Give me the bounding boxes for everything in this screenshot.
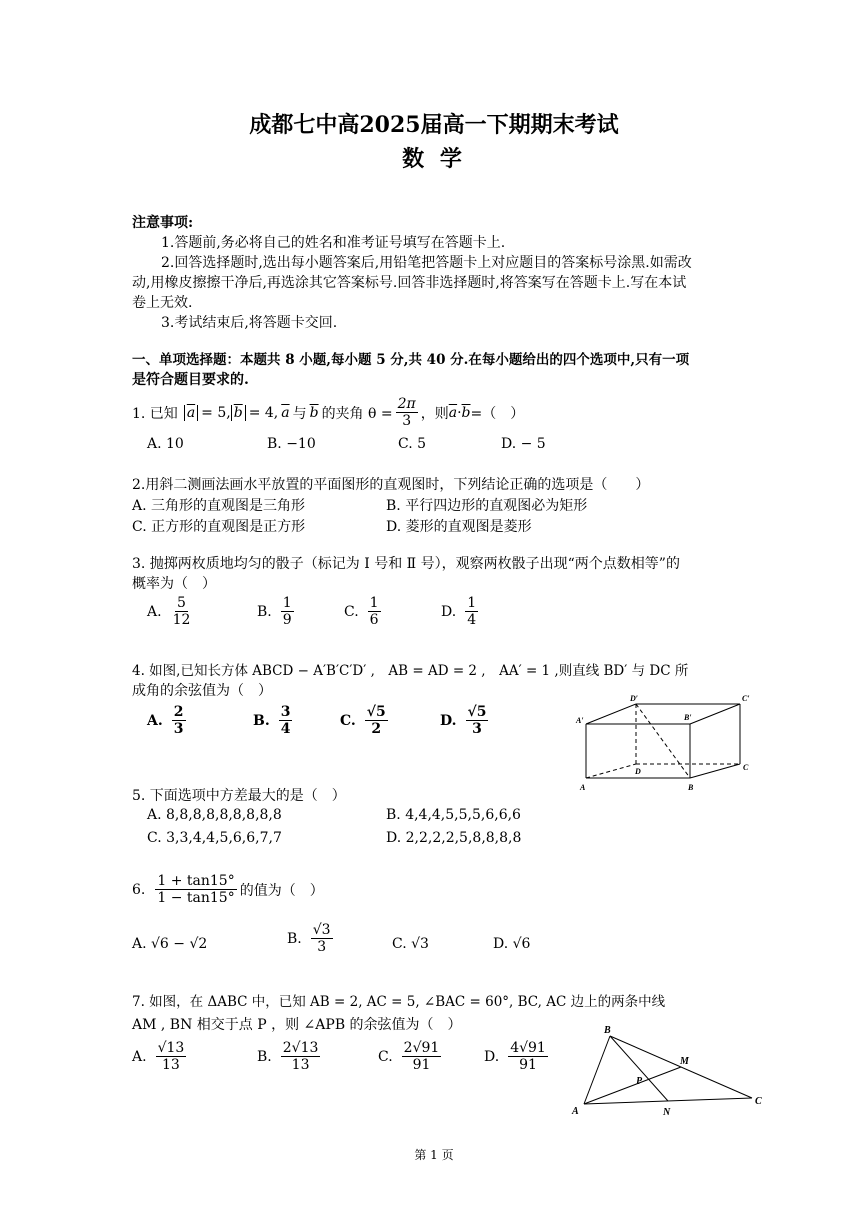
q2-option-a: A. 三角形的直观图是三角形 (132, 498, 306, 514)
label-p: P (636, 1076, 643, 1087)
q7-option-d: D. $\frac{4√91}{91}$ (484, 1040, 546, 1074)
label-a: A (580, 783, 586, 792)
label-a-vertex: A (572, 1106, 579, 1117)
question-7-stem-cont: AM , BN 相交于点 P ，则 ∠APB 的余弦值为（ ） (132, 1017, 462, 1033)
subject-title: 数 学 (402, 146, 466, 172)
question-5-stem: 5. 下面选项中方差最大的是（ ） (132, 788, 346, 804)
q1-option-a: A. 10 (147, 436, 184, 452)
label-d-prime: D′ (630, 694, 639, 703)
q4-option-d: D. $\frac{√5}{3}$ (440, 704, 487, 738)
page-number: 第 1 页 (414, 1148, 454, 1162)
cuboid-figure (572, 690, 762, 798)
notice-item-2-end: 卷上无效. (132, 295, 193, 311)
q5-option-d: D. 2,2,2,2,5,8,8,8,8 (386, 830, 522, 846)
q3-option-d: D. $\frac{1}{4}$ (441, 595, 477, 629)
q7-option-a: A. $\frac{√13}{13}$ (132, 1040, 185, 1074)
label-n: N (663, 1107, 671, 1118)
q4-option-c: C. $\frac{√5}{2}$ (340, 704, 386, 738)
q7-option-b: B. $\frac{2√13}{13}$ (257, 1040, 319, 1074)
q6-option-b: B. $\frac{√3}{3}$ (287, 922, 331, 956)
question-6-stem: 6. $\frac{1 + \tan 15^\circ}{1 - \tan 15^\circ}$ 的值为（ ） (132, 873, 324, 907)
label-c: C (743, 763, 749, 772)
notice-item-3: 3.考试结束后,将答题卡交回. (161, 315, 338, 331)
question-4-stem: 4. 如图,已知长方体 ABCD − A′B′C′D′ , AB = AD = 2 , AA′ = 1 ,则直线 BD′ 与 DC 所 (132, 663, 689, 679)
q1-option-d: D. − 5 (501, 436, 546, 452)
q1-option-c: C. 5 (398, 436, 427, 452)
label-a-prime: A′ (576, 716, 584, 725)
q2-option-c: C. 正方形的直观图是正方形 (132, 519, 306, 535)
label-b: B (688, 783, 694, 792)
notice-heading: 注意事项: (132, 215, 194, 231)
q6-option-d: D. √6 (493, 936, 531, 952)
question-3-stem-cont: 概率为（ ） (132, 576, 216, 592)
label-c-prime: C′ (742, 694, 750, 703)
q3-option-c: C. $\frac{1}{6}$ (344, 595, 379, 629)
q2-option-b: B. 平行四边形的直观图必为矩形 (386, 498, 588, 514)
label-c-vertex: C (755, 1096, 762, 1107)
q4-option-a: A. $\frac{2}{3}$ (147, 704, 184, 738)
question-4-stem-cont: 成角的余弦值为（ ） (132, 683, 272, 699)
q4-option-b: B. $\frac{3}{4}$ (253, 704, 291, 738)
q1-option-b: B. −10 (267, 436, 316, 452)
question-1-stem: 1. 已知 $\overline{a}$ = 5, $\overline{b}$ = 4, $\overline{a}$ 与 $\overline{b}$ 的夹角 θ = $\frac{2\pi}{3}$ ，则 $\overline{a}$ · $\overline{b}$ =（ ） (132, 396, 525, 430)
question-2-stem: 2.用斜二测画法画水平放置的平面图形的直观图时，下列结论正确的选项是（ ） (132, 477, 650, 493)
q5-option-c: C. 3,3,4,4,5,6,6,7,7 (147, 830, 282, 846)
section-heading: 一、单项选择题：本题共 8 小题,每小题 5 分,共 40 分.在每小题给出的四个选项中,只有一项 (132, 352, 690, 368)
section-heading-cont: 是符合题目要求的. (132, 372, 249, 388)
notice-item-2-cont: 动,用橡皮擦擦干净后,再选涂其它答案标号.回答非选择题时,将答案写在答题卡上.写在本试 (132, 275, 687, 291)
exam-title: 成都七中高2025届高一下期期末考试 (249, 112, 619, 138)
label-b-prime: B′ (684, 713, 692, 722)
q6-option-a: A. √6 − √2 (132, 936, 208, 952)
notice-item-2: 2.回答选择题时,选出每小题答案后,用铅笔把答题卡上对应题目的答案标号涂黑.如需改 (161, 255, 692, 271)
label-b-vertex: B (604, 1025, 611, 1036)
label-d: D (635, 767, 641, 776)
q5-option-a: A. 8,8,8,8,8,8,8,8,8 (147, 807, 282, 823)
triangle-figure (566, 1022, 772, 1122)
q7-option-c: C. $\frac{2√91}{91}$ (378, 1040, 440, 1074)
q3-option-a: A. $\frac{5}{12}$ (147, 595, 191, 629)
question-3-stem: 3. 抛掷两枚质地均匀的骰子（标记为 Ⅰ 号和 Ⅱ 号），观察两枚骰子出现“两个点数相等”的 (132, 556, 680, 572)
question-7-stem: 7. 如图，在 ΔABC 中，已知 AB = 2, AC = 5, ∠BAC = 60°, BC, AC 边上的两条中线 (132, 994, 666, 1010)
label-m: M (680, 1056, 689, 1067)
q6-option-c: C. √3 (392, 936, 429, 952)
q3-option-b: B. $\frac{1}{9}$ (257, 595, 292, 629)
q5-option-b: B. 4,4,4,5,5,5,6,6,6 (386, 807, 521, 823)
q2-option-d: D. 菱形的直观图是菱形 (386, 519, 532, 535)
notice-item-1: 1.答题前,务必将自己的姓名和准考证号填写在答题卡上. (161, 235, 506, 251)
